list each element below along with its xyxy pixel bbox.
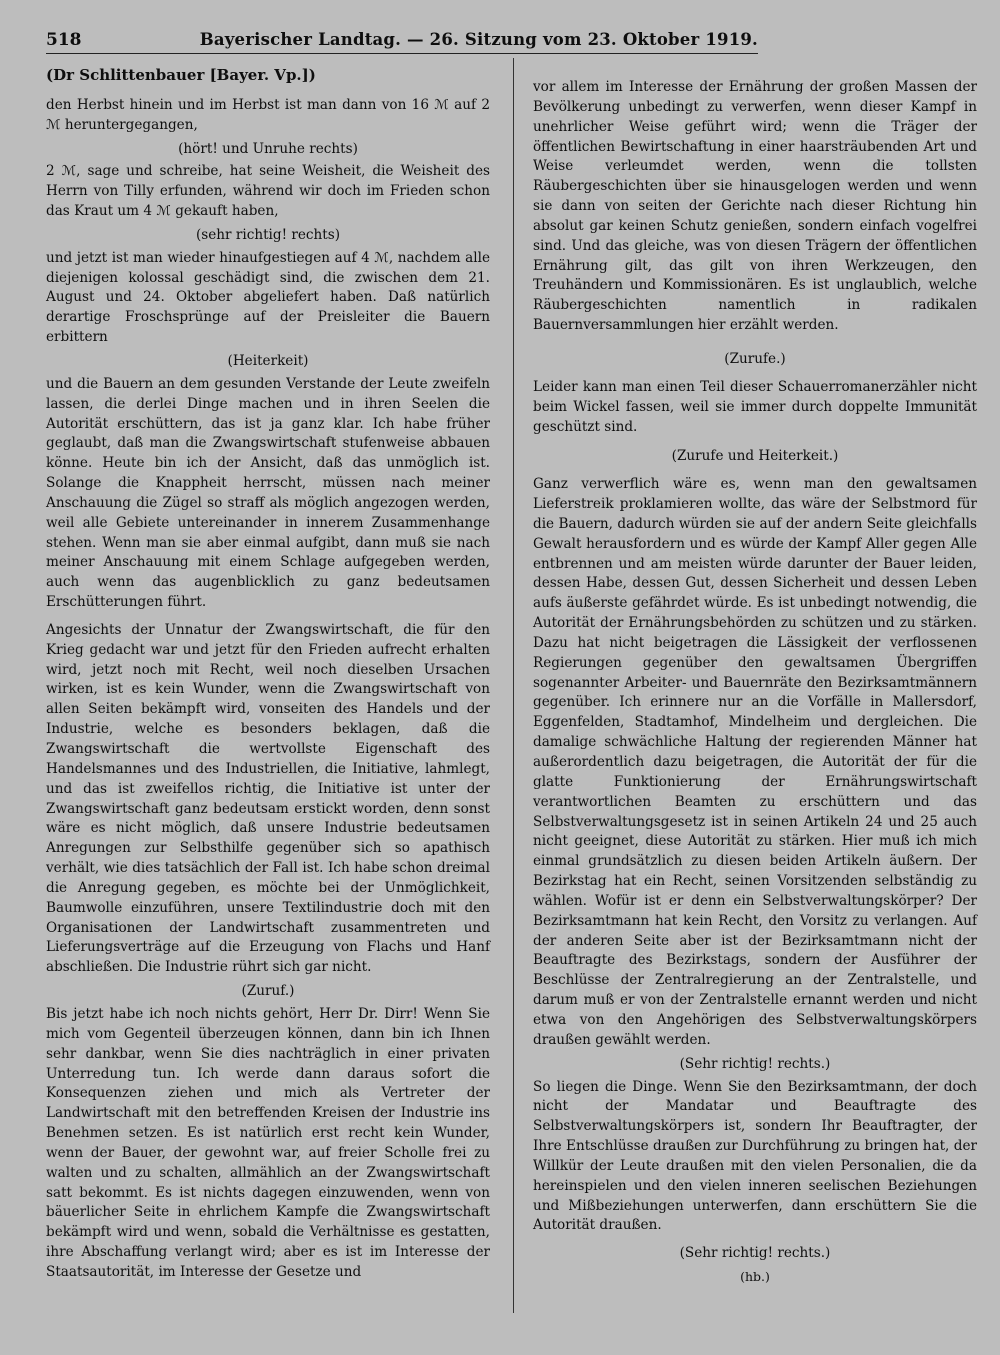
left-column bbox=[46, 66, 490, 1283]
interjection: (Zurufe und Heiterkeit.) bbox=[671, 448, 839, 465]
interjection: (hört! und Unruhe rechts) bbox=[178, 140, 358, 157]
paragraph: und jetzt ist man wieder hinaufgestiegen auf 4 ℳ, nachdem alle diejenigen kolossal geschädigt sind, die zwischen dem 21. August und 24. Oktober abgeliefert haben. Daß natürlich derartige Froschsprünge auf der Preisleiter die Bauern erbittern bbox=[46, 249, 490, 346]
interjection: (sehr richtig! rechts) bbox=[195, 226, 341, 243]
right-column bbox=[533, 78, 977, 1287]
interjection: (Zuruf.) bbox=[241, 983, 295, 1000]
paragraph: vor allem im Interesse der Ernährung der großen Massen der Bevölkerung unbedingt zu verwerfen, wenn dieser Kampf in unehrlicher Weise geführt wird; wenn die Träger der öffentlichen Bewirtschaftung in einer haarsträubenden Art und Weise verleumdet werden, wenn die tollsten Räubergeschichten über sie hinausgelogen werden und wenn sie dann von seiten der Gerichte nach dieser Richtung hin absolut gar keinen Schutz genießen, sondern einfach vogelfrei sind. Und das gleiche, was von diesen Trägern der öffentlichen Ernährung gilt, das gilt von ihren Werkzeugen, den Treuhändern und Kommissionären. Es ist unglaublich, welche Räubergeschichten namentlich in radikalen Bauernversammlungen hier erzählt werden. bbox=[533, 79, 977, 334]
speaker-name: (Dr Schlittenbauer [Bayer. Vp.]) bbox=[46, 66, 316, 84]
header-title: Bayerischer Landtag. — 26. Sitzung vom 23. Oktober 1919. bbox=[199, 30, 758, 49]
running-header bbox=[46, 28, 758, 54]
interjection: (Sehr richtig! rechts.) bbox=[679, 1245, 831, 1262]
paragraph: und die Bauern an dem gesunden Verstande der Leute zweifeln lassen, die derlei Dinge machen und in ihren Seelen die Autorität erschüttern, das ist ja ganz klar. Ich habe früher geglaubt, daß man die Zwangswirtschaft stufenweise abbauen könne. Heute bin ich der Ansicht, daß das unmöglich ist. Solange die Knappheit herrscht, müssen nach meiner Anschauung die Zügel so straff als möglich angezogen werden, weil alle Gebiete untereinander in innerem Zusammenhange stehen. Wenn man sie aber einmal aufgibt, dann muß sie nach meiner Anschauung mit einem Schlage aufgegeben werden, auch wenn das augenblicklich zu ganz bedeutsamen Erschütterungen führt. bbox=[46, 375, 490, 611]
paragraph: 2 ℳ, sage und schreibe, hat seine Weisheit, die Weisheit des Herrn von Tilly erfunden, während wir doch im Frieden schon das Kraut um 4 ℳ gekauft haben, bbox=[46, 163, 490, 220]
paragraph: Bis jetzt habe ich noch nichts gehört, Herr Dr. Dirr! Wenn Sie mich vom Gegenteil überzeugen können, dann bin ich Ihnen sehr dankbar, wenn Sie dies nachträglich in einer privaten Unterredung tun. Ich werde dann daraus sofort die Konsequenzen ziehen und mich als Vertreter der Landwirtschaft mit den betreffenden Kreisen der Industrie ins Benehmen setzen. Es ist natürlich erst recht kein Wunder, wenn der Bauer, der gewohnt war, auf freier Scholle frei zu walten und zu schalten, allmählich an der Zwangswirtschaft satt bekommt. Es ist nichts dagegen einzuwenden, wenn von bäuerlicher Seite in ehrlichem Kampfe die Zwangswirtschaft bekämpft wird und wenn, sobald die Verhältnisse es gestatten, ihre Abschaffung verlangt wird; aber es ist im Interesse der Staatsautorität, im Interesse der Gesetze und bbox=[46, 1005, 490, 1280]
interjection: (Sehr richtig! rechts.) bbox=[679, 1055, 831, 1072]
reporter-initials: (hb.) bbox=[740, 1269, 770, 1285]
column-divider bbox=[513, 58, 514, 1313]
page-number: 518 bbox=[46, 30, 82, 50]
paragraph: Angesichts der Unnatur der Zwangswirtschaft, die für den Krieg gedacht war und jetzt für den Frieden aufrecht erhalten wird, jetzt noch mit Recht, weil noch dieselben Ursachen wirken, ist es kein Wunder, wenn die Zwangswirtschaft von allen Seiten bekämpft wird, vonseiten des Handels und der Industrie, welche es besonders beklagen, daß die Zwangswirtschaft die wertvollste Eigenschaft des Handelsmannes und des Industriellen, die Initiative, lahmlegt, und das ist zweifellos richtig, die Initiative ist unter der Zwangswirtschaft ganz bedeutsam erstickt worden, denn sonst wäre es nicht möglich, daß unsere Industrie bedeutsamen Anregungen zur Selbsthilfe gegenüber sich so apathisch verhält, wie dies tatsächlich der Fall ist. Ich habe schon dreimal die Anregung gegeben, es möchte bei der Unmöglichkeit, Baumwolle einzuführen, unsere Textilindustrie doch mit den Organisationen der Landwirtschaft zusammentreten und Lieferungsverträge auf die Erzeugung von Flachs und Hanf abschließen. Die Industrie rührt sich gar nicht. bbox=[46, 621, 490, 976]
header-rule bbox=[46, 53, 758, 54]
paragraph: So liegen die Dinge. Wenn Sie den Bezirksamtmann, der doch nicht der Mandatar und Beauftragte des Selbstverwaltungskörpers ist, sondern Ihr Beauftragter, der Ihre Entschlüsse draußen zur Durchführung zu bringen hat, der Willkür der Leute draußen mit den vielen Personalien, die da hereinspielen und den vielen inneren seelischen Beziehungen und Mißbeziehungen unterwerfen, dann erschüttern Sie die Autorität draußen. bbox=[533, 1078, 977, 1234]
paragraph: den Herbst hinein und im Herbst ist man dann von 16 ℳ auf 2 ℳ heruntergegangen, bbox=[46, 96, 490, 133]
interjection: (Heiterkeit) bbox=[227, 352, 309, 369]
paragraph: Leider kann man einen Teil dieser Schauerromanerzähler nicht beim Wickel fassen, weil sie immer durch doppelte Immunität geschützt sind. bbox=[533, 378, 977, 435]
paragraph: Ganz verwerflich wäre es, wenn man den gewaltsamen Lieferstreik proklamieren wollte, das wäre der Selbstmord für die Bauern, dadurch würden sie auf der andern Seite gleichfalls Gewalt herausfordern und es würde der Kampf Aller gegen Alle entbrennen und am meisten würde darunter der Bauer leiden, dessen Habe, dessen Gut, dessen Sicherheit und dessen Leben aufs äußerste gefährdet würde. Es ist unbedingt notwendig, die Autorität der Ernährungsbehörden zu schützen und zu stärken. Dazu hat nicht beigetragen die Lässigkeit der verflossenen Regierungen gegenüber den gewaltsamen Übergriffen sogenannter Arbeiter- und Bauernräte den Bezirksamtmännern gegenüber. Ich erinnere nur an die Vorfälle in Mallersdorf, Eggenfelden, Stadtamhof, Mindelheim und dergleichen. Die damalige schwächliche Haltung der regierenden Männer hat außerordentlich dazu beigetragen, die Autorität der für die glatte Funktionierung der Ernährungswirtschaft verantwortlichen Beamten zu erschüttern und das Selbstverwaltungsgesetz ist in seinen Artikeln 24 und 25 auch nicht geeignet, diese Autorität zu stärken. Hier muß ich mich einmal grundsätzlich zu diesen beiden Artikeln äußern. Der Bezirkstag hat ein Recht, seinen Vorsitzenden selbständig zu wählen. Wofür ist er denn ein Selbstverwaltungskörper? Der Bezirksamtmann hat kein Recht, den Vorsitz zu verlangen. Auf der anderen Seite aber ist der Bezirksamtmann nicht der Beauftragte des Bezirkstags, sondern der Ausführer der Beschlüsse der Zentralregierung an der Zentralstelle, und darum muß er von der Zentralstelle ernannt werden und nicht etwa von den Angehörigen des Selbstverwaltungskörpers draußen gewählt werden. bbox=[533, 476, 977, 1048]
interjection: (Zurufe.) bbox=[724, 350, 786, 367]
